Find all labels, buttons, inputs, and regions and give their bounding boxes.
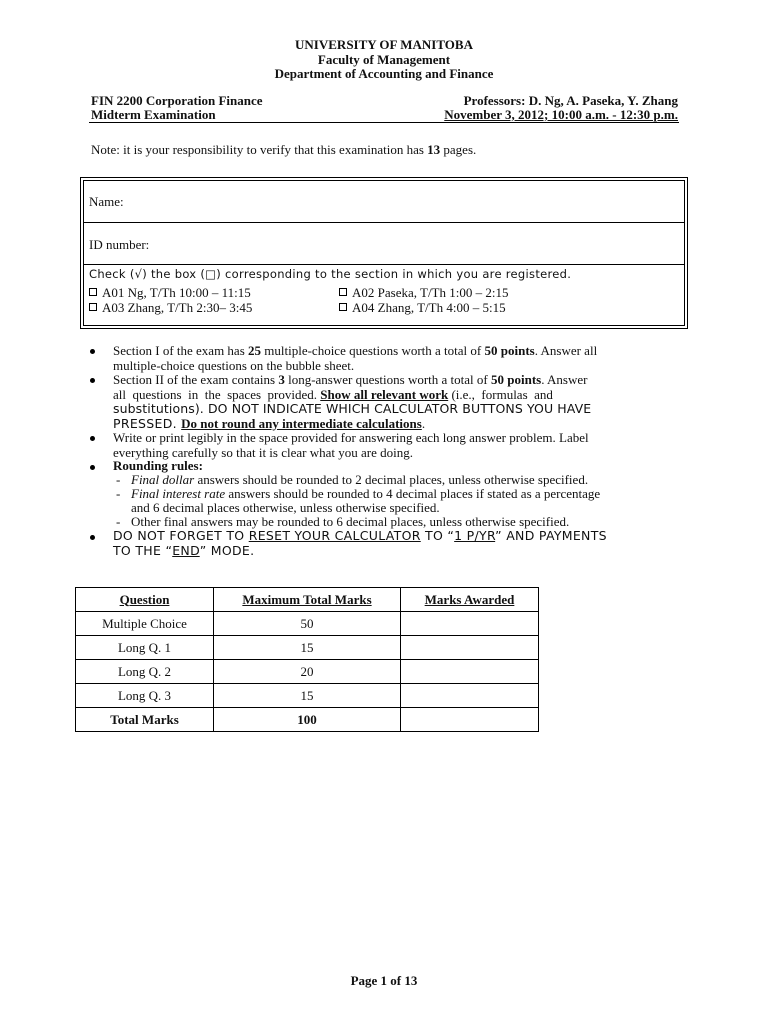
marks-awarded-cell[interactable] [401, 636, 539, 660]
dash-icon: - [116, 514, 121, 529]
page-number: Page 1 of 13 [350, 973, 418, 988]
rounding-rule-dollar: Final dollar answers should be rounded to 2 decimal places, unless otherwise specified. [131, 472, 589, 487]
course-title: FIN 2200 Corporation Finance [91, 93, 263, 108]
section-option-a02[interactable]: A02 Paseka, T/Th 1:00 – 2:15 [339, 285, 508, 301]
section-option-a01[interactable]: A01 Ng, T/Th 10:00 – 11:15 [89, 285, 251, 301]
bullet-icon [90, 535, 95, 540]
rounding-rule-interest-cont: and 6 decimal places otherwise, unless otherwise specified. [131, 500, 440, 515]
marks-awarded-cell[interactable] [401, 660, 539, 684]
checkbox-icon[interactable] [89, 288, 97, 296]
table-row: Long Q. 2 20 [76, 660, 539, 684]
bullet-icon [90, 349, 95, 354]
rounding-rules-title: Rounding rules: [113, 458, 203, 473]
checkbox-icon[interactable] [89, 303, 97, 311]
id-number-field[interactable] [84, 223, 684, 265]
instruction-section-two: Section II of the exam contains 3 long-answer questions worth a total of 50 points. Answer all questions in the spaces provided. Show all relevant work (i.e., formulas and substitutions). DO NOT INDICATE WHICH CALCULATOR BUTTONS YOU HAVE PRESSED. Do not round any intermediate calculations. [113, 372, 592, 431]
checkbox-icon[interactable] [339, 303, 347, 311]
table-row: Multiple Choice 50 [76, 612, 539, 636]
section-check-instruction: Check (√) the box (□) corresponding to the section in which you are registered. [89, 267, 572, 281]
student-info-box [80, 177, 688, 329]
marks-awarded-cell[interactable] [401, 708, 539, 732]
name-label: Name: [89, 194, 124, 209]
rounding-rule-interest: Final interest rate answers should be rounded to 4 decimal places if stated as a percentage [131, 486, 601, 501]
table-row: Long Q. 1 15 [76, 636, 539, 660]
university-title: UNIVERSITY OF MANITOBA [295, 37, 473, 52]
col-maximum-marks: Maximum Total Marks [214, 588, 401, 612]
table-row: Long Q. 3 15 [76, 684, 539, 708]
instruction-section-one: Section I of the exam has 25 multiple-choice questions worth a total of 50 points. Answer all multiple-choice questions on the bubble sheet. [113, 343, 598, 373]
exam-date: November 3, 2012; 10:00 a.m. - 12:30 p.m. [444, 107, 678, 122]
instruction-legibility: Write or print legibly in the space provided for answering each long answer problem. Label everything carefully so that it is clear what you are doing. [113, 430, 589, 460]
bullet-icon [90, 378, 95, 383]
page-count: 13 [427, 142, 441, 157]
professors: Professors: D. Ng, A. Paseka, Y. Zhang [463, 93, 678, 108]
faculty-title: Faculty of Management [317, 52, 451, 67]
col-marks-awarded: Marks Awarded [401, 588, 539, 612]
bullet-icon [90, 436, 95, 441]
page-note: Note: it is your responsibility to verify that this examination has 13 pages. [91, 142, 477, 157]
name-field[interactable] [84, 181, 684, 223]
marks-awarded-cell[interactable] [401, 612, 539, 636]
checkbox-icon[interactable] [339, 288, 347, 296]
table-row-total: Total Marks 100 [76, 708, 539, 732]
section-option-a04[interactable]: A04 Zhang, T/Th 4:00 – 5:15 [339, 300, 506, 316]
header-divider [89, 122, 679, 123]
section-option-a03[interactable]: A03 Zhang, T/Th 2:30– 3:45 [89, 300, 252, 316]
exam-title: Midterm Examination [91, 107, 216, 122]
calculator-reminder: DO NOT FORGET TO RESET YOUR CALCULATOR TO “1 P/YR” AND PAYMENTS TO THE “END” MODE. [113, 528, 607, 558]
dash-icon: - [116, 472, 121, 487]
marks-table [75, 587, 539, 732]
table-header-row [76, 588, 539, 612]
col-question: Question [76, 588, 214, 612]
dash-icon: - [116, 486, 121, 501]
rounding-rule-other: Other final answers may be rounded to 6 decimal places, unless otherwise specified. [131, 514, 570, 529]
bullet-icon [90, 465, 95, 470]
department-title: Department of Accounting and Finance [274, 66, 494, 81]
marks-awarded-cell[interactable] [401, 684, 539, 708]
id-number-label: ID number: [89, 237, 150, 252]
